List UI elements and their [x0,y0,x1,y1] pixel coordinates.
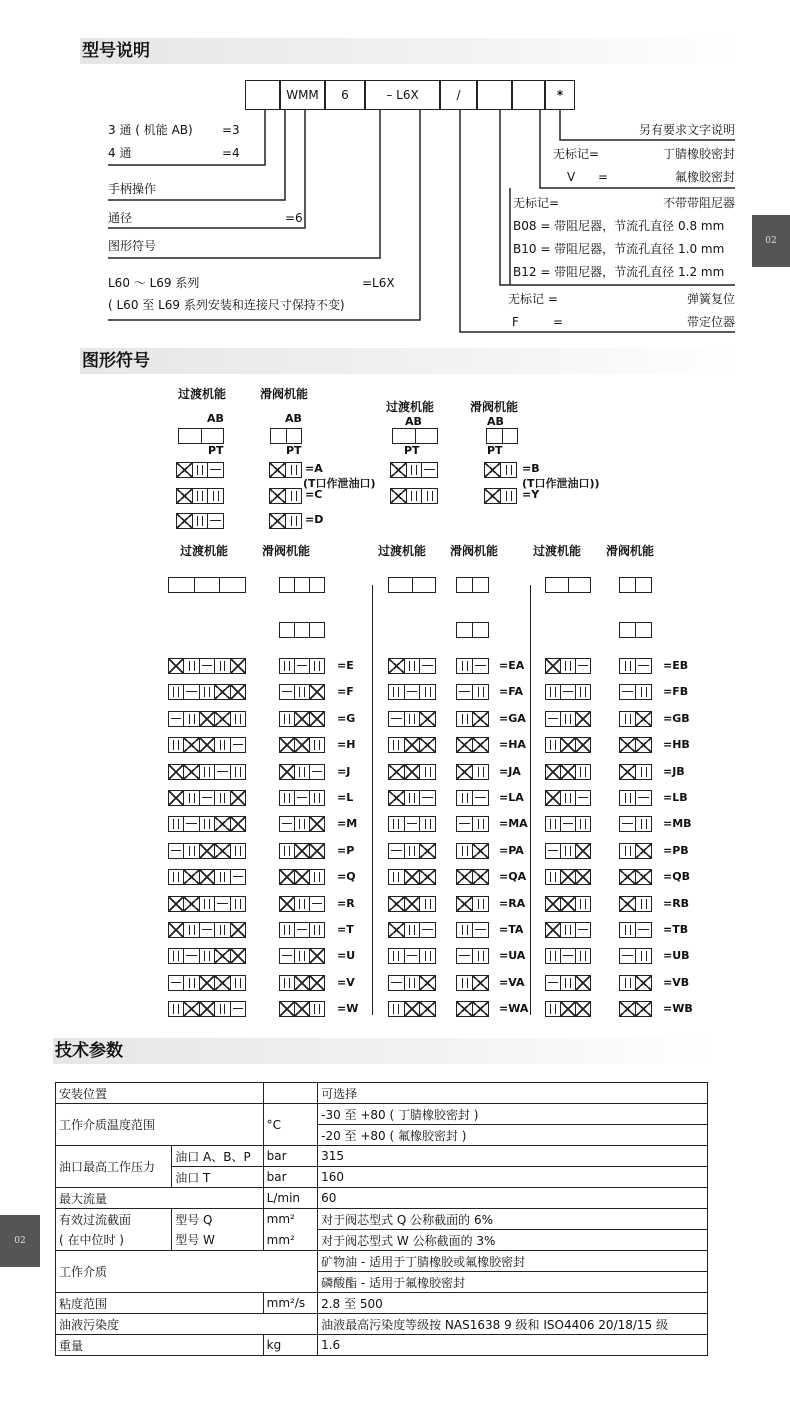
valve-symbol [388,816,436,832]
param-value: -30 至 +80 ( 丁腈橡胶密封 ) [318,1104,708,1125]
title-slide-1: 滑阀机能 [260,387,309,401]
valve-symbol [456,790,489,806]
code-label: =GB [663,711,690,725]
valve-symbol [456,843,489,859]
valve-symbol [619,948,652,964]
table-row [56,1335,708,1356]
code-label: =VB [663,975,690,989]
valve-symbol [456,816,489,832]
code-label: =PB [663,843,689,857]
code-label: =MA [499,817,528,831]
section-title-params: 技术参数 [53,1038,715,1064]
code-label: =H [337,738,356,752]
param-unit: mm² [263,1230,317,1251]
valve-symbol [388,658,436,674]
valve-symbol [168,896,246,912]
valve-symbol [456,684,489,700]
code-note: (T口作泄油口)) [522,477,600,490]
valve-symbol [456,948,489,964]
left-label-series: L60 ～ L69 系列 [108,276,200,290]
valve-symbol [270,428,302,444]
code-label: =WA [499,1002,529,1016]
ab-label: AB [405,415,422,428]
right-label-b08: B08 = 带阻尼器，节流孔直径 0.8 mm [513,219,725,233]
code-label: =UA [499,949,526,963]
valve-symbol [456,577,489,593]
code-label: =TA [499,923,524,936]
code-label: =Y [522,488,540,501]
param-name: 油液污染度 [56,1314,318,1335]
valve-symbol [168,577,246,593]
valve-symbol [168,922,246,938]
valve-symbol [388,896,436,912]
valve-symbol [486,428,518,444]
right-label-nbr: 无标记= [553,147,600,161]
code-label: =G [337,711,356,725]
valve-symbol [388,711,436,727]
code-label: =QA [499,870,527,884]
table-row [56,1083,708,1104]
param-name: 粘度范围 [56,1293,264,1314]
title-transition-4: 过渡机能 [378,544,427,558]
code-box-7 [512,80,545,110]
valve-symbol [619,896,652,912]
code-label: =WB [663,1002,693,1016]
valve-symbol [545,737,591,753]
code-label: =PA [499,843,524,857]
title-slide-5: 滑阀机能 [606,544,655,558]
valve-symbol [484,488,517,504]
param-value: 60 [318,1188,708,1209]
valve-symbol [279,622,325,638]
code-label: =P [337,843,355,857]
valve-symbol [279,737,325,753]
valve-symbol [619,816,652,832]
valve-symbol [279,816,325,832]
param-value: 315 [318,1146,708,1167]
code-label: =M [337,817,358,831]
valve-symbol [168,975,246,991]
valve-symbol [168,1001,246,1017]
code-box-wmm: WMM [280,80,325,110]
valve-symbol [279,948,325,964]
valve-symbol [390,462,438,478]
valve-symbol [279,922,325,938]
valve-symbol [390,488,438,504]
code-label: =RB [663,896,690,910]
table-row [56,1146,708,1167]
table-row [56,1251,708,1272]
code-label: =GA [499,711,526,725]
param-name: 油口最高工作压力 [56,1146,172,1188]
model-code-lines [0,0,790,345]
code-label: =MB [663,817,692,831]
page-side-tab-left: 02 [0,1215,40,1267]
pt-label: PT [286,444,302,457]
param-name: 安装位置 [56,1083,264,1104]
param-name: 有效过流截面 [56,1209,172,1230]
valve-symbol [484,462,517,478]
param-name: 工作介质 [56,1251,318,1293]
code-label: =C [305,488,323,501]
valve-symbol [279,684,325,700]
param-name: 重量 [56,1335,264,1356]
pt-label: PT [487,444,503,457]
valve-symbol [545,764,591,780]
valve-symbol [388,948,436,964]
table-row [56,1104,708,1125]
valve-symbol [388,843,436,859]
valve-symbol [619,711,652,727]
code-label: =JB [663,764,685,778]
code-label: =QB [663,870,690,884]
param-unit [263,1083,317,1104]
valve-symbol [545,869,591,885]
param-unit: bar [263,1146,317,1167]
code-box-series: – L6X [365,80,440,110]
valve-symbol [279,711,325,727]
valve-symbol [456,869,489,885]
valve-symbol [388,684,436,700]
param-value: 可选择 [318,1083,708,1104]
code-label: =E [337,659,354,672]
code-label: =UB [663,949,690,963]
valve-symbol [545,948,591,964]
param-name: 工作介质温度范围 [56,1104,264,1146]
valve-symbol [279,658,325,674]
right-label-fkm: V [567,170,576,184]
valve-symbol [168,711,246,727]
param-unit: °C [263,1104,317,1146]
table-row [56,1209,708,1230]
code-box-size: 6 [325,80,365,110]
valve-symbol [279,790,325,806]
param-value: 对于阀芯型式 Q 公称截面的 6% [318,1209,708,1230]
title-slide-4: 滑阀机能 [450,544,499,558]
valve-symbol [619,922,652,938]
valve-symbol [279,869,325,885]
param-value: 160 [318,1167,708,1188]
code-note: (T口作泄油口) [303,477,376,490]
valve-symbol [619,975,652,991]
code-label: =LB [663,791,688,804]
code-label: =EA [499,659,525,672]
left-label-series-note: ( L60 至 L69 系列安装和连接尺寸保持不变) [108,298,345,312]
code-box-1 [245,80,280,110]
left-value-4: =4 [222,146,240,160]
code-label: =A [305,462,323,475]
valve-symbol [456,658,489,674]
valve-symbol [269,513,302,529]
valve-symbol [168,816,246,832]
code-label: =LA [499,791,524,804]
left-label-symbol: 图形符号 [108,239,157,253]
left-value-size: =6 [285,211,303,225]
code-label: =HA [499,738,526,752]
pt-label: PT [404,444,420,457]
table-row [56,1293,708,1314]
code-label: =J [337,764,351,778]
valve-symbol [619,843,652,859]
code-label: =HB [663,738,690,752]
valve-symbol [456,764,489,780]
valve-symbol [456,975,489,991]
right-label-spring: 无标记 = [508,292,558,306]
valve-symbol [456,711,489,727]
valve-symbol [168,684,246,700]
param-value: 1.6 [318,1335,708,1356]
left-value-3: =3 [222,123,240,137]
valve-symbol [545,711,591,727]
section-title-symbols: 图形符号 [80,348,742,374]
ab-label: AB [487,415,504,428]
valve-symbol [456,737,489,753]
right-eq-detent: = [553,315,564,329]
param-sub: 型号 W [172,1230,263,1251]
param-name: 最大流量 [56,1188,264,1209]
param-unit: mm² [263,1209,317,1230]
code-label: =TB [663,923,689,936]
valve-symbol [545,1001,591,1017]
left-value-series: =L6X [362,276,395,290]
code-label: =FA [499,685,523,699]
valve-symbol [168,790,246,806]
table-row [56,1314,708,1335]
param-value: 矿物油 - 适用于丁腈橡胶或氟橡胶密封 [318,1251,708,1272]
valve-symbol [619,737,652,753]
code-label: =JA [499,764,521,778]
param-value: 2.8 至 500 [318,1293,708,1314]
valve-symbol [279,896,325,912]
valve-symbol [269,462,302,478]
title-slide-3: 滑阀机能 [262,544,311,558]
valve-symbol [176,462,224,478]
title-transition-3: 过渡机能 [180,544,229,558]
table-row [56,1188,708,1209]
valve-symbol [456,896,489,912]
code-label: =V [337,975,355,989]
valve-symbol [168,737,246,753]
column-divider [372,585,373,1015]
param-value: 对于阀芯型式 W 公称截面的 3% [318,1230,708,1251]
valve-symbol [456,1001,489,1017]
valve-symbol [388,869,436,885]
left-label-3: 3 通 ( 机能 AB) [108,123,193,137]
valve-symbol [168,869,246,885]
param-value: -20 至 +80 ( 氟橡胶密封 ) [318,1125,708,1146]
valve-symbol [545,684,591,700]
valve-symbol [388,790,436,806]
code-label: =W [337,1002,359,1016]
code-label: =Q [337,870,356,884]
code-label: =VA [499,975,525,989]
valve-symbol [279,843,325,859]
valve-symbol [619,577,652,593]
table-row [56,1230,708,1251]
ab-label: AB [207,412,224,425]
valve-symbol [545,577,591,593]
valve-symbol [168,658,246,674]
right-value-detent: 带定位器 [686,315,735,329]
valve-symbol [619,790,652,806]
right-label-b10: B10 = 带阻尼器，节流孔直径 1.0 mm [513,242,725,256]
title-transition-1: 过渡机能 [178,387,227,401]
right-value-nodamp: 不带带阻尼器 [662,196,735,210]
title-transition-2: 过渡机能 [386,400,435,414]
valve-symbol [388,737,436,753]
code-label: =R [337,896,355,910]
valve-symbol [456,922,489,938]
right-label-detent: F [512,315,519,329]
param-value: 磷酸酯 - 适用于氟橡胶密封 [318,1272,708,1293]
column-divider [530,585,531,1015]
valve-symbol [619,622,652,638]
code-box-slash: / [440,80,477,110]
code-label: =B [522,462,540,475]
params-table [55,1082,708,1356]
right-value-nbr: 丁腈橡胶密封 [662,147,735,161]
valve-symbol [545,816,591,832]
valve-symbol [392,428,438,444]
code-label: =FB [663,685,689,699]
param-value: 油液最高污染度等级按 NAS1638 9 级和 ISO4406 20/18/15 级 [318,1314,708,1335]
right-value-other: 另有要求文字说明 [638,123,735,137]
right-eq-fkm: = [598,170,609,184]
code-box-star: * [545,80,575,110]
right-value-fkm: 氟橡胶密封 [674,170,735,184]
valve-symbol [619,658,652,674]
ab-label: AB [285,412,302,425]
param-unit: bar [263,1167,317,1188]
valve-symbol [279,1001,325,1017]
valve-symbol [545,896,591,912]
left-label-size: 通径 [108,211,133,225]
code-label: =F [337,685,354,699]
param-sub: 油口 A、B、P [172,1146,263,1167]
valve-symbol [619,764,652,780]
right-label-nodamp: 无标记= [513,196,560,210]
valve-symbol [279,764,325,780]
valve-symbol [545,790,591,806]
valve-symbol [545,658,591,674]
code-label: =D [305,513,324,526]
valve-symbol [619,869,652,885]
code-box-6 [477,80,512,110]
code-label: =EB [663,659,689,672]
valve-symbol [388,577,436,593]
valve-symbol [279,577,325,593]
right-value-spring: 弹簧复位 [686,292,735,306]
valve-symbol [168,843,246,859]
valve-symbol [388,922,436,938]
valve-symbol [269,488,302,504]
valve-symbol [279,975,325,991]
code-label: =U [337,949,356,963]
right-label-b12: B12 = 带阻尼器，节流孔直径 1.2 mm [513,265,725,279]
valve-symbol [168,764,246,780]
param-sub: 油口 T [172,1167,263,1188]
valve-symbol [456,622,489,638]
left-label-4: 4 通 [108,146,132,160]
valve-symbol [176,513,224,529]
section-title-model: 型号说明 [80,38,742,64]
title-slide-2: 滑阀机能 [470,400,519,414]
page-side-tab: 02 [752,215,790,267]
valve-symbol [619,1001,652,1017]
valve-symbol [178,428,224,444]
valve-symbol [388,764,436,780]
valve-symbol [388,1001,436,1017]
valve-symbol [176,488,224,504]
valve-symbol [545,922,591,938]
param-name: ( 在中位时 ) [56,1230,172,1251]
valve-symbol [545,975,591,991]
title-transition-5: 过渡机能 [533,544,582,558]
code-label: =T [337,923,354,936]
valve-symbol [388,975,436,991]
valve-symbol [619,684,652,700]
param-unit: mm²/s [263,1293,317,1314]
param-unit: L/min [263,1188,317,1209]
code-label: =RA [499,896,526,910]
model-code-diagram [0,0,790,345]
param-unit: kg [263,1335,317,1356]
valve-symbol [168,948,246,964]
pt-label: PT [208,444,224,457]
param-sub: 型号 Q [172,1209,263,1230]
left-label-handle: 手柄操作 [108,182,157,196]
valve-symbol [545,843,591,859]
code-label: =L [337,791,354,804]
